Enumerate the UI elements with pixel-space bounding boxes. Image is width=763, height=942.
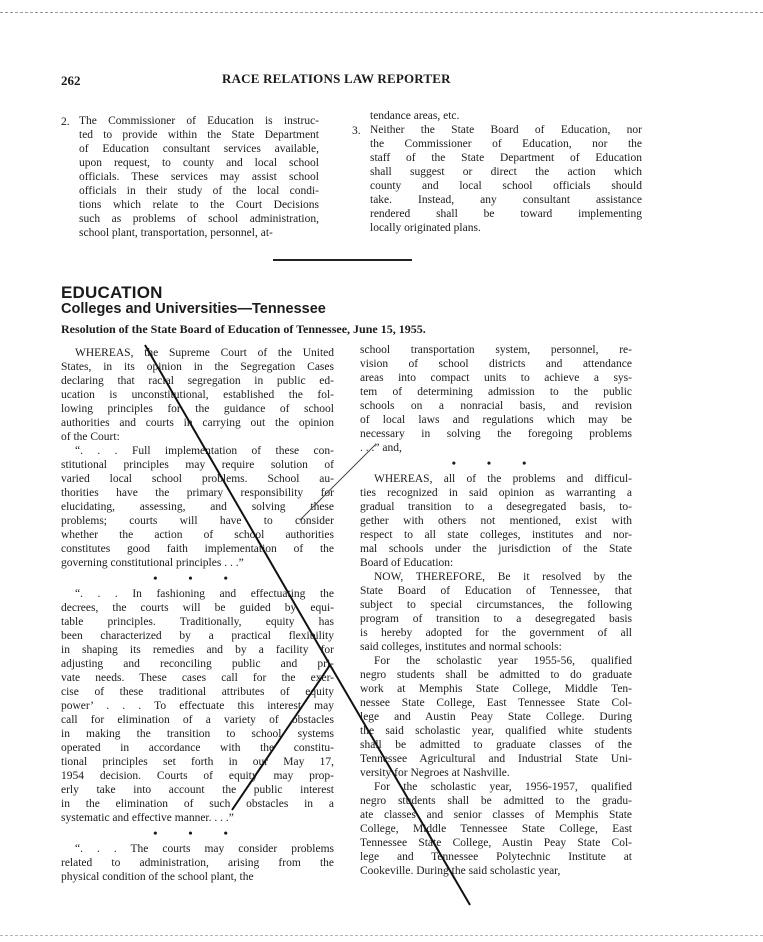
strike-line-upper	[145, 345, 330, 665]
text-line: adjusting and reconciling public and pri-	[61, 658, 334, 670]
text-line: nessee State College, East Tennessee State Col-	[360, 697, 632, 709]
text-line: areas into compact units to achieve a sys-	[360, 372, 632, 384]
text-line: Cookeville. During the said scholastic year,	[360, 865, 561, 877]
text-line: WHEREAS, all of the problems and difficul-	[374, 473, 632, 485]
text-line: subject to special circumstances, the following	[360, 599, 632, 611]
text-line: shall be admitted to graduate classes of the	[360, 739, 632, 751]
ellipsis-dots: • • •	[153, 571, 242, 585]
text-line: schools on a nonracial basis, and revision	[360, 400, 632, 412]
text-line: ties recognized in said opinion as warranting a	[360, 487, 632, 499]
text-line: in shaping its remedies and by a facility for	[61, 644, 334, 656]
text-line: rendered shall be toward implementing	[370, 208, 642, 220]
text-line: take. Instead, any consultant assistance	[370, 194, 642, 206]
item-3-number: 3.	[352, 125, 361, 137]
text-line: Tennessee Agricultural and Industrial State Uni-	[360, 753, 632, 765]
text-line: erly take into account the public interest	[61, 784, 334, 796]
text-line: locally originated plans.	[370, 222, 481, 234]
text-line: governing constitutional principles . . .”	[61, 557, 244, 569]
text-line: ucation is unconstitutional, established the fol-	[61, 389, 334, 401]
text-line: said colleges, institutes and normal schools:	[360, 641, 562, 653]
text-line: officials in their study of the local condi-	[79, 185, 319, 197]
text-line: of local laws and regulations which may be	[360, 414, 632, 426]
text-line: power’ . . . To effectuate this interest may	[61, 700, 334, 712]
text-line: gether with others not mentioned, exist with	[360, 515, 632, 527]
text-line: “. . . Full implementation of these con-	[75, 445, 334, 457]
text-line: NOW, THEREFORE, Be it resolved by the	[374, 571, 632, 583]
text-line: in making the transition to school systems	[61, 728, 334, 740]
text-line: gradual transition to a desegregated basis, to-	[360, 501, 632, 513]
text-line: the Commissioner of Education, nor the	[370, 138, 642, 150]
text-line: vate needs. These cases call for the exer-	[61, 672, 334, 684]
text-line: “. . . In fashioning and effectuating the	[75, 588, 334, 600]
text-line: . . .” and,	[360, 442, 402, 454]
text-line: 1954 decision. Courts of equity may prop-	[61, 770, 334, 782]
text-line: officials. These services may assist school	[79, 171, 319, 183]
text-line: systematic and effective manner. . . .”	[61, 812, 234, 824]
ellipsis-dots: • • •	[153, 826, 242, 840]
text-line: the said scholastic year, qualified white students	[360, 725, 632, 737]
text-line: varied local school problems. School au-	[61, 473, 334, 485]
resolution-title: Resolution of the State Board of Education of Tennessee, June 15, 1955.	[61, 322, 426, 336]
text-line: in the elimination of such obstacles in a	[61, 798, 334, 810]
text-line: call for elimination of a variety of obstacles	[61, 714, 334, 726]
page-bottom-edge	[0, 935, 763, 936]
text-line: lege and Tennessee Polytechnic Institute at	[360, 851, 632, 863]
text-line: lege and Austin Peay State College. During	[360, 711, 632, 723]
text-line: Board of Education:	[360, 557, 454, 569]
strike-line-lower-left	[232, 665, 330, 810]
text-line: staff of the State Department of Education	[370, 152, 642, 164]
text-line: respect to all state colleges, institutes and nor-	[360, 529, 632, 541]
section-title: EDUCATION	[61, 283, 163, 302]
text-line: of Education consultant services available,	[79, 143, 319, 155]
text-line: stitutional principles may require solution of	[61, 459, 334, 471]
text-line: work at Memphis State College, Middle Ten-	[360, 683, 632, 695]
text-line: For the scholastic year 1955-56, qualified	[374, 655, 632, 667]
ellipsis-dots: • • •	[451, 456, 541, 470]
text-line: negro students shall be admitted to do graduate	[360, 669, 632, 681]
text-line: school transportation system, personnel, re-	[360, 344, 632, 356]
text-line: ted to provide within the State Department	[79, 129, 319, 141]
text-line: been characterized by a practical flexibility	[61, 630, 334, 642]
text-line: Neither the State Board of Education, nor	[370, 124, 642, 136]
text-line: problems; courts will have to consider	[61, 515, 334, 527]
text-line: related to administration, arising from the	[61, 857, 334, 869]
text-line: is hereby adopted for the government of all	[360, 627, 632, 639]
page-number: 262	[61, 73, 81, 88]
text-line: “. . . The courts may consider problems	[75, 843, 334, 855]
text-line: declaring that racial segregation in public ed-	[61, 375, 334, 387]
text-line: negro students shall be admitted to the gradu-	[360, 795, 632, 807]
text-line: upon request, to county and local school	[79, 157, 319, 169]
text-line: whether the action of school authorities	[61, 529, 334, 541]
text-line: States, in its opinion in the Segregation Cases	[61, 361, 334, 373]
text-line: shall suggest or direct the action which	[370, 166, 642, 178]
text-line: such as problems of school administration,	[79, 213, 319, 225]
text-line: table principles. Traditionally, equity has	[61, 616, 334, 628]
text-line: College, Middle Tennessee State College, East	[360, 823, 632, 835]
strike-line-lower-right	[330, 665, 470, 905]
text-line: The Commissioner of Education is instruc-	[79, 115, 319, 127]
text-line: ate classes and senior classes of Memphis State	[360, 809, 632, 821]
text-line: county and local school officials should	[370, 180, 642, 192]
item-2-number: 2.	[61, 116, 70, 128]
text-line: State Board of Education of Tennessee, that	[360, 585, 632, 597]
text-line: lowing principles for the guidance of school	[61, 403, 334, 415]
text-line: elucidating, assessing, and solving these	[61, 501, 334, 513]
text-line: WHEREAS, the Supreme Court of the United	[75, 347, 334, 359]
text-line: For the scholastic year, 1956-1957, qualified	[374, 781, 632, 793]
text-line: Tennessee State College, Austin Peay State Col-	[360, 837, 632, 849]
text-line: versity for Negroes at Nashville.	[360, 767, 510, 779]
text-line: tem of determining admission to the public	[360, 386, 632, 398]
text-line: vision of school districts and attendance	[360, 358, 632, 370]
text-line: authorities and courts in carrying out the opinion	[61, 417, 334, 429]
item-2-continued-line: tendance areas, etc.	[370, 110, 460, 122]
text-line: tions which relate to the Court Decisions	[79, 199, 319, 211]
text-line: cise of these traditional attributes of equity	[61, 686, 334, 698]
text-line: necessary in solving the foregoing problems	[360, 428, 632, 440]
text-line: physical condition of the school plant, the	[61, 871, 254, 883]
text-line: thorities have the primary responsibility for	[61, 487, 334, 499]
strike-line-small	[300, 445, 375, 520]
text-line: tional principles set forth in our May 17,	[61, 756, 334, 768]
text-line: decrees, the courts will be guided by equi-	[61, 602, 334, 614]
text-line: program of transition to a desegregated basis	[360, 613, 632, 625]
text-line: mal schools under the jurisdiction of the State	[360, 543, 632, 555]
text-line: school plant, transportation, personnel, at-	[79, 227, 273, 239]
running-head: RACE RELATIONS LAW REPORTER	[222, 71, 451, 86]
text-line: operated in accordance with the constitu-	[61, 742, 334, 754]
text-line: constitutes good faith implementation of the	[61, 543, 334, 555]
text-line: of the Court:	[61, 431, 120, 443]
subsection-title: Colleges and Universities—Tennessee	[61, 301, 326, 317]
